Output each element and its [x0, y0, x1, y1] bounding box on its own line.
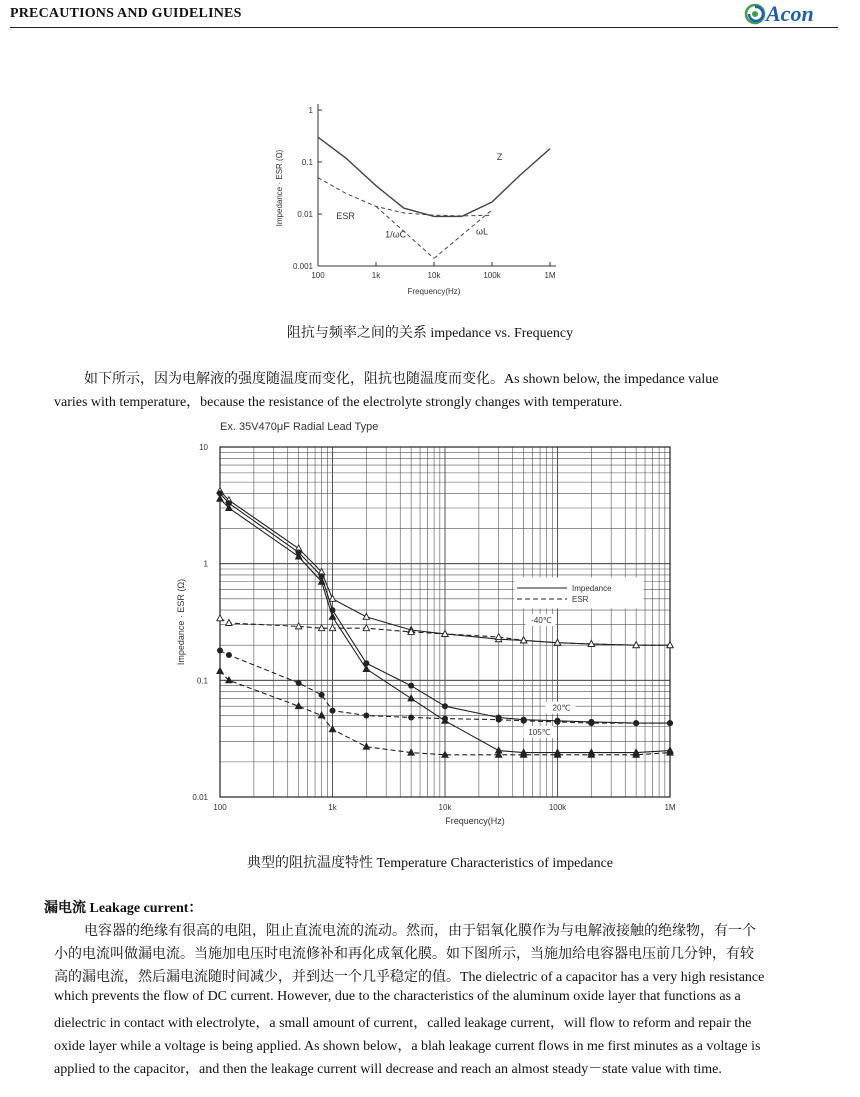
data-point — [408, 715, 414, 721]
data-point — [667, 720, 673, 726]
legend-impedance-label: Impedance — [572, 584, 612, 593]
y-tick-label: 10 — [199, 443, 208, 452]
data-point — [319, 692, 325, 698]
x-tick-label: 1k — [371, 271, 381, 280]
data-point — [226, 652, 232, 658]
temp-annotation-0: -40℃ — [531, 616, 552, 626]
y-tick-label: 1 — [308, 106, 313, 115]
leakage-line-3: 高的漏电流，然后漏电流随时间减少，并到达一个几乎稳定的值。The dielectric of a capacitor has a very high resistance — [54, 970, 765, 985]
impedance-frequency-chart — [270, 96, 570, 306]
temp-annotation-2: 105℃ — [528, 727, 551, 737]
company-logo — [744, 2, 840, 26]
y-tick-label: 0.1 — [301, 158, 313, 167]
y-axis-label: Impedance · ESR (Ω) — [176, 578, 186, 666]
x-axis-label: Frequency(Hz) — [445, 816, 505, 826]
x-tick-label: 100k — [483, 271, 501, 280]
x-tick-label: 1M — [544, 271, 556, 280]
data-point — [330, 708, 336, 714]
data-point — [521, 718, 527, 724]
leakage-line-5: dielectric in contact with electrolyte，a small amount of current，called leakage current，will flow to reform and repair the — [54, 1016, 752, 1031]
data-point — [217, 648, 223, 654]
y-tick-label: 0.1 — [196, 676, 208, 686]
data-point — [295, 623, 301, 629]
data-point — [217, 668, 223, 674]
paragraph1-line1: 如下所示，因为电解液的强度随温度而变化，阻抗也随温度而变化。As shown below, the impedance value — [84, 372, 719, 387]
data-point — [495, 634, 501, 640]
leakage-line-2: 小的电流叫做漏电流。当施加电压时电流修补和再化成氧化膜。如下图所示，当施加给电容器电压前几分钟，有较 — [54, 947, 754, 962]
leakage-line-1: 电容器的绝缘有很高的电阻，阻止直流电流的流动。然而，由于铝氧化膜作为与电解液接触的绝缘物，有一个 — [84, 924, 756, 939]
y-tick-label: 0.001 — [292, 262, 313, 271]
data-point — [217, 615, 223, 621]
leakage-section-title: 漏电流 Leakage current： — [44, 901, 203, 916]
annotation-3: ωL — [475, 226, 489, 237]
annotation-1: ESR — [336, 211, 355, 222]
acon-swirl-icon — [744, 2, 766, 26]
annotation-2: 1/ωC — [385, 229, 407, 240]
data-point — [442, 716, 448, 722]
data-point — [329, 595, 335, 601]
data-point — [226, 620, 232, 626]
temperature-impedance-chart — [172, 415, 692, 847]
data-point — [363, 613, 369, 619]
leakage-line-7: applied to the capacitor，and then the leakage current will decrease and reach an almost steady－state value with time. — [54, 1062, 722, 1077]
y-tick-label: 0.01 — [192, 793, 208, 802]
data-point — [296, 680, 302, 686]
leakage-line-6: oxide layer while a voltage is being applied. As shown below，a blah leakage current flows in me first minutes as a voltage is — [54, 1039, 761, 1054]
x-tick-label: 10k — [438, 803, 452, 812]
x-axis-label: Frequency(Hz) — [407, 287, 461, 296]
figure2-chart-title: Ex. 35V470μF Radial Lead Type — [220, 421, 379, 433]
data-point — [318, 712, 324, 718]
header-rule — [10, 27, 838, 28]
logo-text: Acon — [766, 1, 814, 26]
data-point — [408, 683, 414, 689]
x-tick-label: 10k — [427, 271, 441, 280]
page-header-title: PRECAUTIONS AND GUIDELINES — [10, 6, 242, 21]
data-point — [363, 712, 369, 718]
leakage-line-4: which prevents the flow of DC current. However, due to the characteristics of the aluminum oxide layer that functions as a — [54, 989, 741, 1004]
data-point — [555, 719, 561, 725]
data-point — [408, 695, 414, 701]
data-point — [442, 703, 448, 709]
y-tick-label: 0.01 — [297, 210, 313, 219]
y-tick-label: 1 — [203, 559, 208, 569]
y-axis-label: Impedance · ESR (Ω) — [275, 149, 284, 227]
data-point — [633, 720, 639, 726]
x-tick-label: 100 — [213, 803, 227, 812]
paragraph1-line2: varies with temperature，because the resistance of the electrolyte strongly changes with temperature. — [54, 395, 623, 410]
legend-esr-label: ESR — [572, 595, 589, 604]
data-point — [588, 720, 594, 726]
data-point — [363, 743, 369, 749]
temp-annotation-1: 20℃ — [552, 703, 571, 713]
x-tick-label: 1k — [328, 803, 337, 812]
annotation-0: Z — [496, 152, 503, 162]
figure1-caption: 阻抗与频率之间的关系 impedance vs. Frequency — [286, 326, 574, 341]
figure2-caption: 典型的阻抗温度特性 Temperature Characteristics of impedance — [246, 856, 614, 871]
x-tick-label: 1M — [664, 803, 676, 812]
data-point — [496, 717, 502, 723]
x-tick-label: 100 — [311, 271, 325, 280]
x-tick-label: 100k — [548, 803, 567, 812]
series-Z-line — [318, 137, 550, 216]
